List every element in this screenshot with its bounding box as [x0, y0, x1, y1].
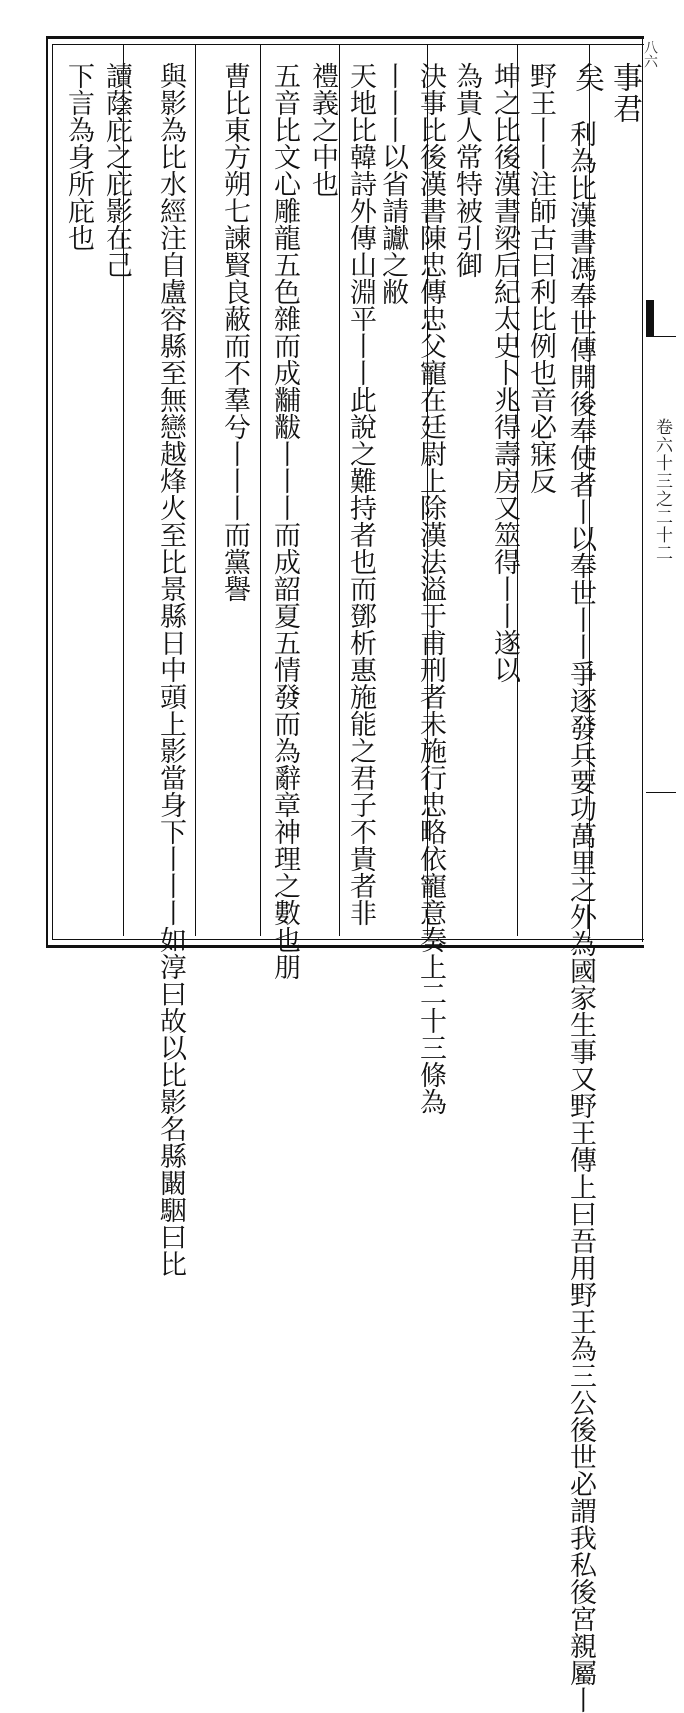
column-rule — [195, 44, 196, 936]
text-column-5: 坤之比後漢書梁后紀太史卜兆得壽房又筮得丨丨遂以 — [489, 62, 520, 683]
spine-tick — [646, 336, 676, 337]
text-column-1: 事君 — [607, 62, 642, 124]
spine-volume-label: 卷六十三之二十二 — [652, 418, 672, 562]
text-column-10: 禮義之中也 — [307, 62, 338, 197]
text-column-13: 與影為比水經注自盧容縣至無戀越烽火至比景縣日中頭上影當身下丨丨丨如淳曰故以比影名縣闞駰曰比 — [155, 62, 186, 1277]
spine-fishtail-mark — [646, 300, 654, 336]
text-column-8: 丨丨丨以省請讞之敝 — [377, 62, 408, 305]
text-column-4: 野王丨丨注師古曰利比例也音必寐反 — [525, 62, 556, 494]
top-scrap-text: 八六 — [642, 40, 658, 68]
column-rule — [260, 44, 261, 936]
text-column-9: 天地比韓詩外傳山淵平丨丨此說之難持者也而鄧析惠施能之君子不貴者非 — [345, 62, 376, 926]
spine-tick — [646, 792, 676, 793]
text-column-6: 為貴人常特被引御 — [451, 62, 482, 278]
text-column-15: 下言為身所庇也 — [63, 62, 94, 251]
text-column-7: 決事比後漢書陳忠傳忠父寵在廷尉上除漢法溢于甫刑者未施行忠略依寵意奏上二十三條為 — [415, 62, 446, 1115]
text-column-3: 利為比漢書馮奉世傳開後奉使者丨以奉世丨丨爭逐發兵要功萬里之外為國家生事又野王傳上曰吾用野王為三公後世必謂我私後宮親屬丨 — [565, 120, 596, 1713]
text-column-2: 矣 — [569, 62, 604, 93]
text-column-12: 曹比東方朔七諫賢良蔽而不羣兮丨丨丨而黨譽 — [219, 62, 250, 602]
text-column-14: 讀蔭庇之庇影在己 — [101, 62, 132, 278]
text-column-11: 五音比文心雕龍五色雜而成黼黻丨丨丨而成韶夏五情發而為辭章神理之數也朋 — [269, 62, 300, 980]
